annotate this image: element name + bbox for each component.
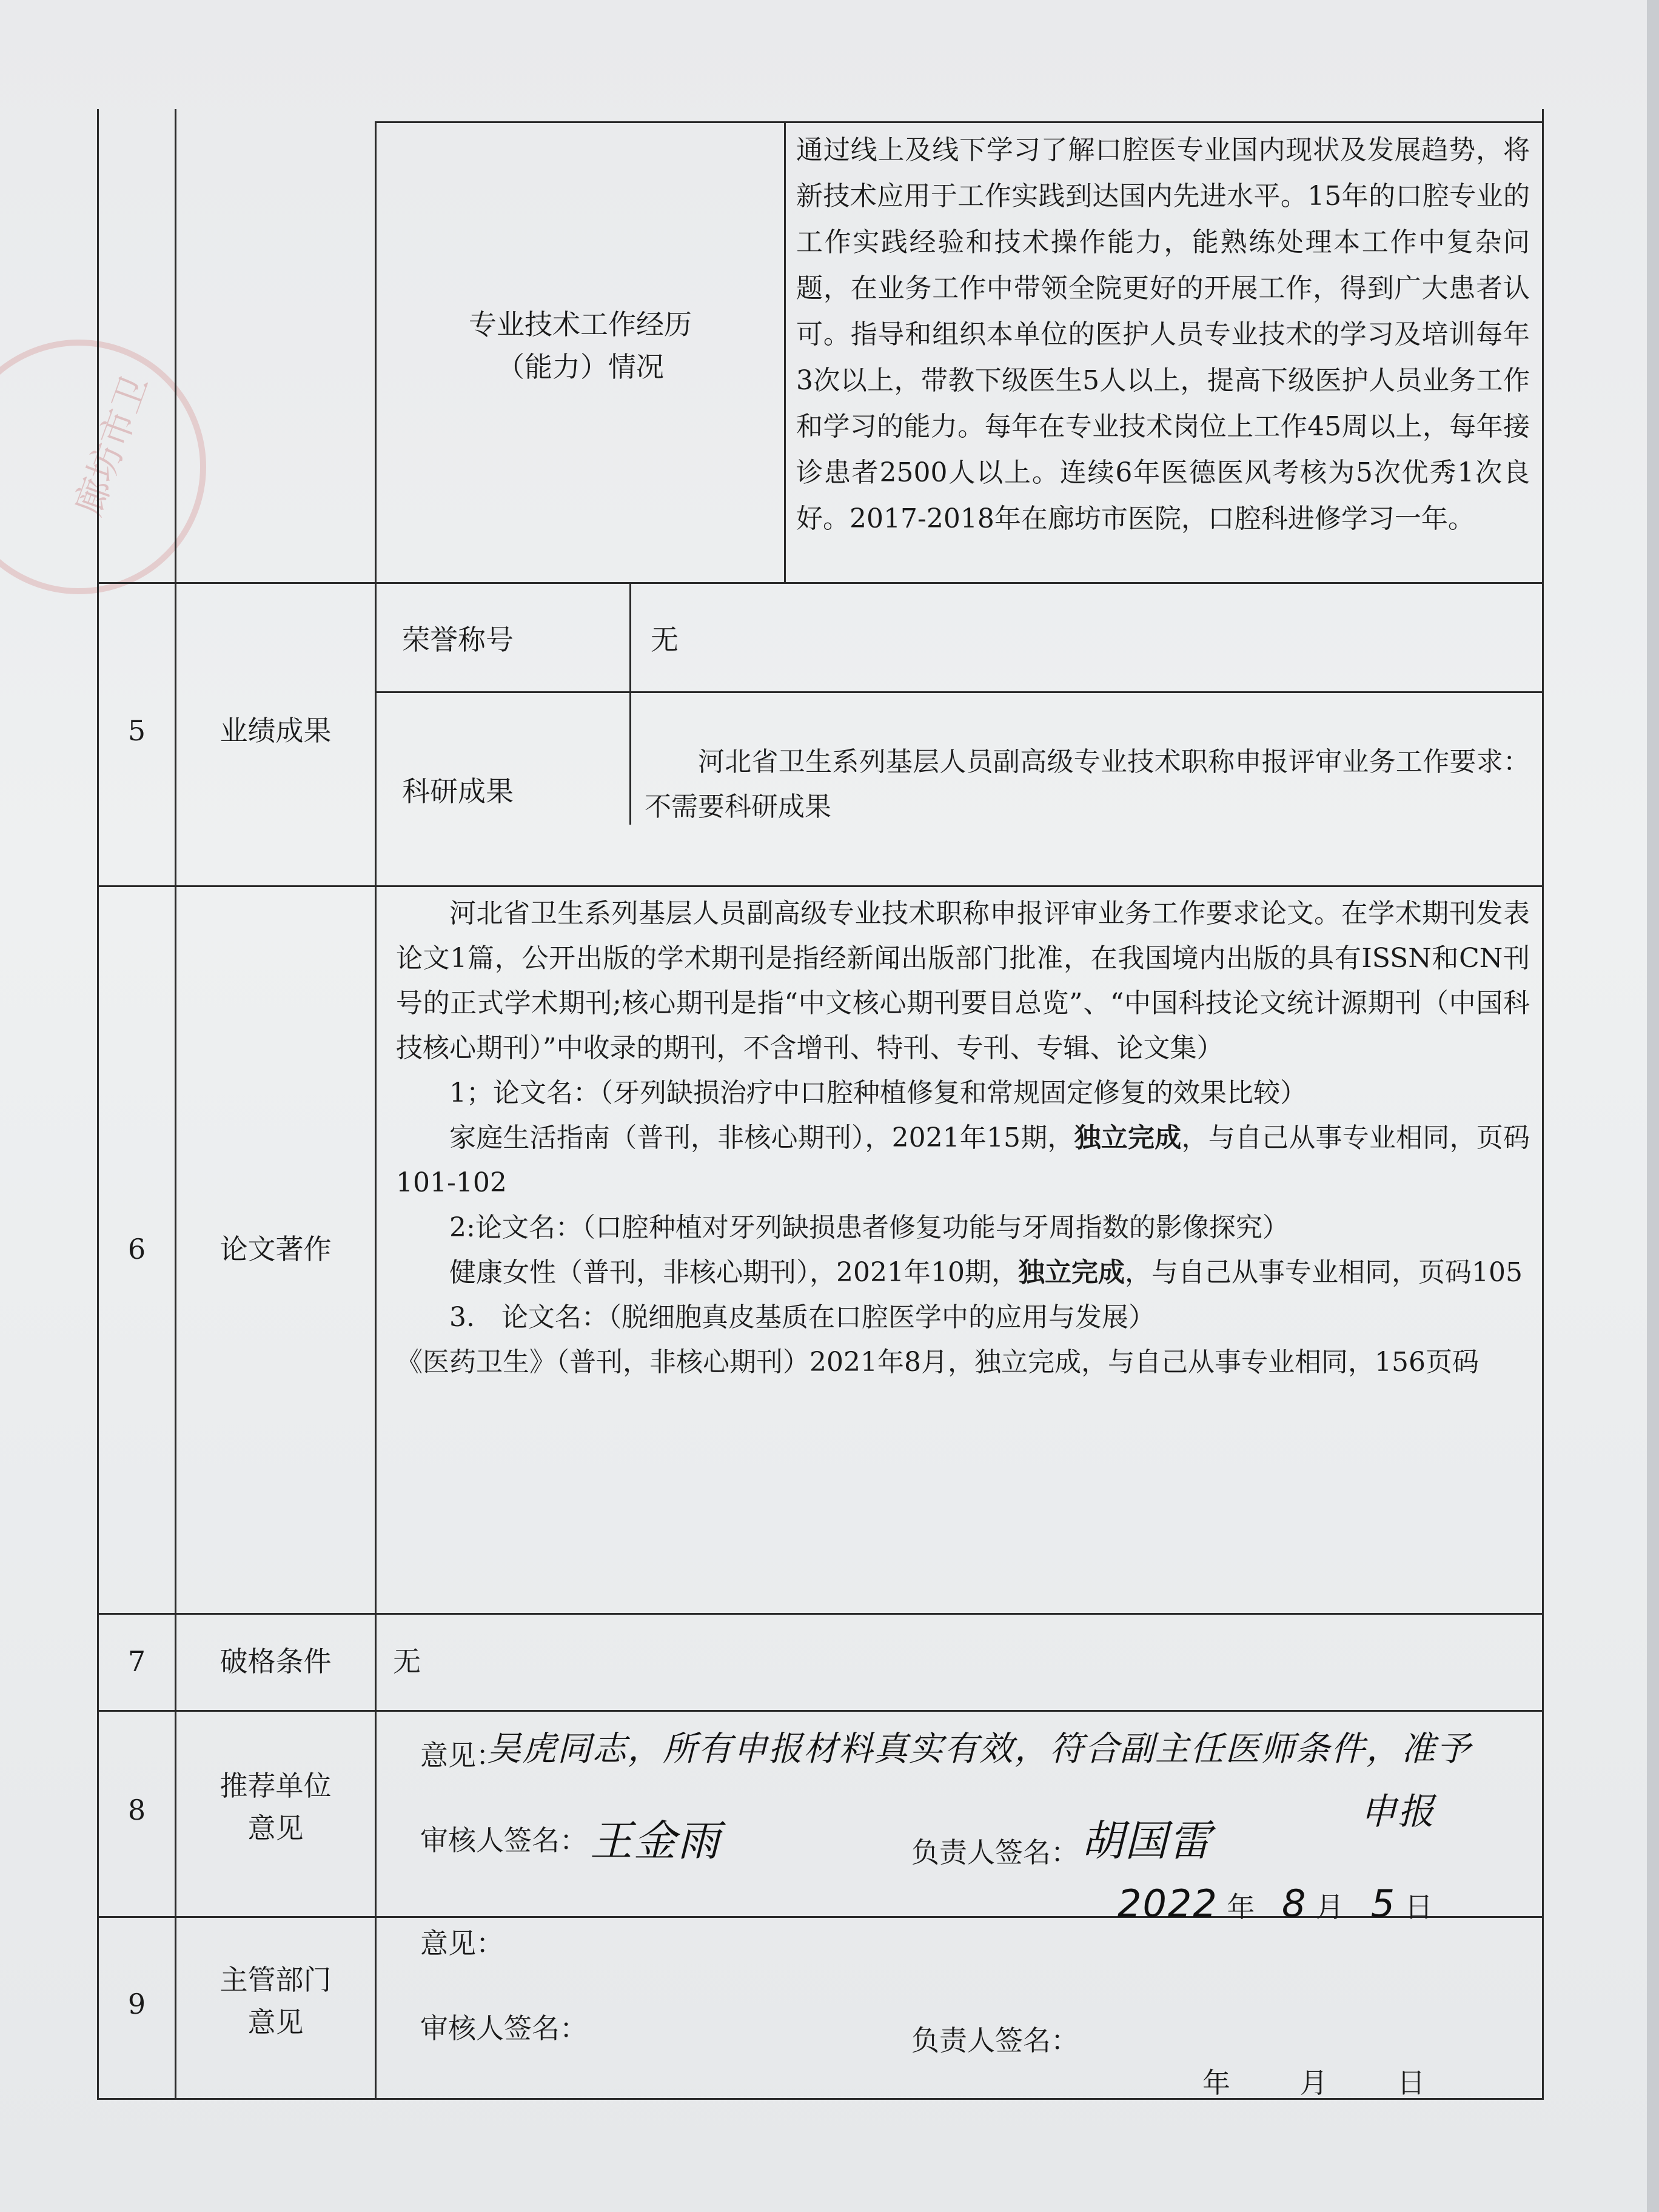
stamp-text: 廊坊市卫 (67, 369, 157, 521)
row9-date (1202, 2062, 1425, 2104)
row-line-6-7 (99, 1613, 1542, 1615)
experience-label-line2: （能力）情况 (497, 350, 664, 383)
row8-label-line1: 推荐单位 (220, 1769, 332, 1802)
page-edge (1647, 0, 1659, 2212)
paper1-independent: 独立完成 (1074, 1122, 1182, 1153)
row5-label: 业绩成果 (220, 714, 332, 747)
row9-head-label: 负责人签名： (911, 2024, 1079, 2057)
row8-day-unit: 日 (1404, 1891, 1433, 1923)
row-line-4-5 (99, 582, 1542, 584)
row9-label-line2: 意见 (247, 2006, 304, 2039)
row8-head-label: 负责人签名： (911, 1836, 1079, 1869)
row-line-5-6 (99, 885, 1542, 887)
row9-day-unit: 日 (1397, 2066, 1426, 2099)
paper2-detail (396, 1250, 1530, 1295)
col-divider-2 (375, 121, 377, 2098)
row8-opinion-label: 意见： (420, 1739, 504, 1772)
col-divider-4 (629, 582, 631, 825)
row5-number: 5 (127, 714, 146, 747)
honor-label: 荣誉称号 (402, 623, 514, 656)
row8-reviewer-label: 审核人签名： (420, 1824, 588, 1857)
paper3-detail: 《医药卫生》（普刊，非核心期刊）2021年8月，独立完成，与自己从事专业相同，156页码 (396, 1347, 1479, 1378)
row5-inner-line (375, 691, 1542, 693)
col-divider-3 (784, 121, 786, 582)
row8-number: 8 (127, 1794, 146, 1826)
paper1-journal: 家庭生活指南（普刊，非核心期刊），2021年15期， (449, 1122, 1074, 1153)
paper2-rest: ，与自己从事专业相同，页码105 (1124, 1257, 1523, 1288)
row8-reviewer-signature: 王金雨 (590, 1816, 721, 1866)
row8-opinion-handwriting-2: 申报 (1360, 1791, 1435, 1833)
research-value: 河北省卫生系列基层人员副高级专业技术职称申报评审业务工作要求：不需要科研成果 (645, 746, 1530, 822)
paper1-detail (396, 1116, 1530, 1205)
research-label: 科研成果 (402, 775, 514, 808)
papers-block (396, 891, 1530, 1385)
paper3-title: 3. 论文名：（脱细胞真皮基质在口腔医学中的应用与发展） (449, 1302, 1155, 1333)
row9-label-line1: 主管部门 (220, 1963, 332, 1996)
row7-number: 7 (127, 1645, 146, 1678)
row7-value: 无 (393, 1645, 421, 1678)
row6-label: 论文著作 (220, 1233, 332, 1265)
row8-date-month: 8 (1282, 1882, 1307, 1926)
row8-opinion-handwriting: 吴虎同志，所有申报材料真实有效，符合副主任医师条件，准予 (487, 1729, 1472, 1769)
paper2-title: 2:论文名：（口腔种植对牙列缺损患者修复功能与牙周指数的影像探究） (449, 1212, 1289, 1243)
row-line-7-8 (99, 1710, 1542, 1712)
experience-text: 通过线上及线下学习了解口腔医专业国内现状及发展趋势，将新技术应用于工作实践到达国内先进水平。15年的口腔专业的工作实践经验和技术操作能力，能熟练处理本工作中复杂问题，在业务工作中带领全院更好的开展工作，得到广大患者认可。指导和组织本单位的医护人员专业技术的学习及培训每年3次以上，带教下级医生5人以上，提高下级医护人员业务工作和学习的能力。每年在专业技术岗位上工作45周以上，每年接诊患者2500人以上。连续6年医德医风考核为5次优秀1次良好。2017-2018年在廊坊市医院，口腔科进修学习一年。 (796, 135, 1530, 534)
row9-reviewer-label: 审核人签名： (420, 2012, 588, 2045)
row8-date-day: 5 (1370, 1882, 1396, 1926)
row9-label (176, 1959, 375, 2043)
row-top-line (375, 121, 1542, 123)
row9-month-unit: 月 (1299, 2066, 1328, 2099)
row9-year-unit: 年 (1202, 2066, 1230, 2099)
row7-label: 破格条件 (220, 1645, 332, 1678)
paper1-rest: ，与自己从事专业相同，页码101-102 (396, 1122, 1530, 1198)
row9-number: 9 (127, 1988, 146, 2020)
paper1-title: 1；论文名：（牙列缺损治疗中口腔种植修复和常规固定修复的效果比较） (449, 1078, 1307, 1108)
row6-number: 6 (127, 1233, 146, 1265)
paper2-journal: 健康女性（普刊，非核心期刊），2021年10期， (449, 1257, 1018, 1288)
honor-value: 无 (651, 623, 679, 656)
form-table (97, 109, 1544, 2100)
row8-date-year: 2022 (1118, 1882, 1218, 1926)
row9-opinion-label: 意见： (420, 1927, 504, 1960)
paper2-independent: 独立完成 (1017, 1257, 1125, 1288)
row8-date (1118, 1883, 1433, 1928)
row8-label (176, 1765, 375, 1849)
row8-head-signature: 胡国雷 (1081, 1816, 1212, 1866)
row8-label-line2: 意见 (247, 1812, 304, 1845)
row8-year-unit: 年 (1227, 1891, 1255, 1923)
row8-month-unit: 月 (1316, 1891, 1344, 1923)
experience-label (377, 303, 784, 388)
papers-intro: 河北省卫生系列基层人员副高级专业技术职称申报评审业务工作要求论文。在学术期刊发表论文1篇，公开出版的学术期刊是指经新闻出版部门批准，在我国境内出版的具有ISSN和CN刊号的正式学术期刊;核心期刊是指“中文核心期刊要目总览”、“中国科技论文统计源期刊（中国科技核心期刊）”中收录的期刊，不含增刊、特刊、专刊、专辑、论文集） (396, 898, 1530, 1064)
experience-label-line1: 专业技术工作经历 (469, 308, 692, 341)
